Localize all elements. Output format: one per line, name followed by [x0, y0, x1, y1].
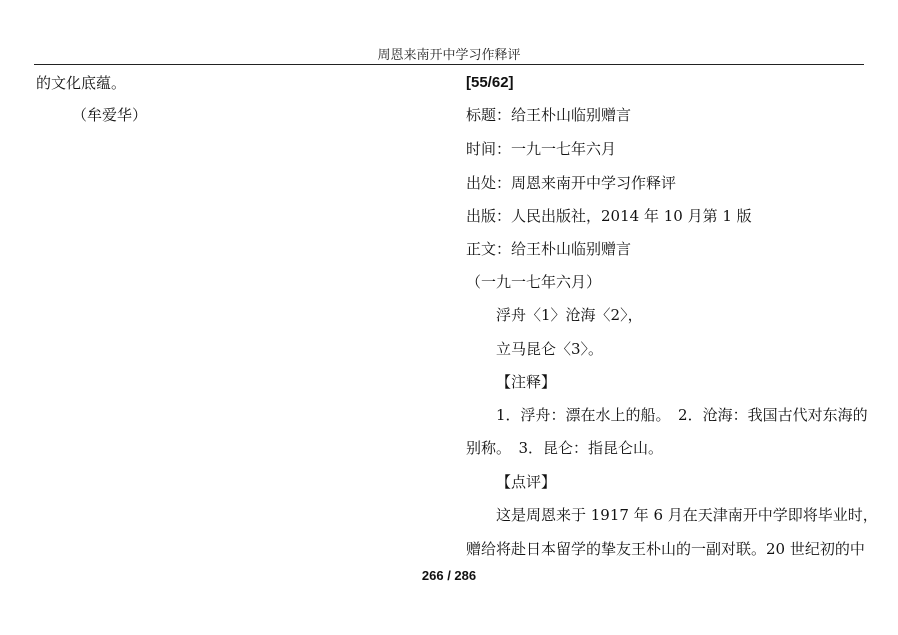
page-header-title: 周恩来南开中学习作释评	[377, 48, 521, 63]
notes-line-2: 别称。 3．昆仑：指昆仑山。	[466, 439, 664, 457]
notes-line-1: 1．浮舟：漂在水上的船。 2．沧海：我国古代对东海的	[496, 406, 868, 424]
comment-heading: 【点评】	[496, 473, 557, 491]
page-number-indicator: 266 / 286	[421, 568, 477, 583]
comment-line-1: 这是周恩来于 1917 年 6 月在天津南开中学即将毕业时，	[496, 506, 878, 524]
entry-index: [55/62]	[466, 74, 514, 91]
entry-publish-line: 出版：人民出版社，2014 年 10 月第 1 版	[466, 207, 752, 225]
left-author-line: （牟爱华）	[72, 106, 148, 124]
entry-date-line: （一九一七年六月）	[466, 273, 602, 291]
entry-time-line: 时间：一九一七年六月	[466, 140, 617, 158]
notes-heading: 【注释】	[496, 373, 557, 391]
entry-text-line: 正文：给王朴山临别赠言	[466, 240, 632, 258]
entry-title-line: 标题：给王朴山临别赠言	[466, 106, 632, 124]
verse-line-1: 浮舟〈1〉沧海〈2〉，	[496, 306, 643, 324]
left-text-line: 的文化底蕴。	[36, 74, 127, 92]
entry-source-line: 出处：周恩来南开中学习作释评	[466, 174, 677, 192]
header-divider	[34, 64, 864, 65]
verse-line-2: 立马昆仑〈3〉。	[496, 340, 604, 358]
comment-line-2: 赠给将赴日本留学的挚友王朴山的一副对联。20 世纪初的中	[466, 540, 865, 558]
